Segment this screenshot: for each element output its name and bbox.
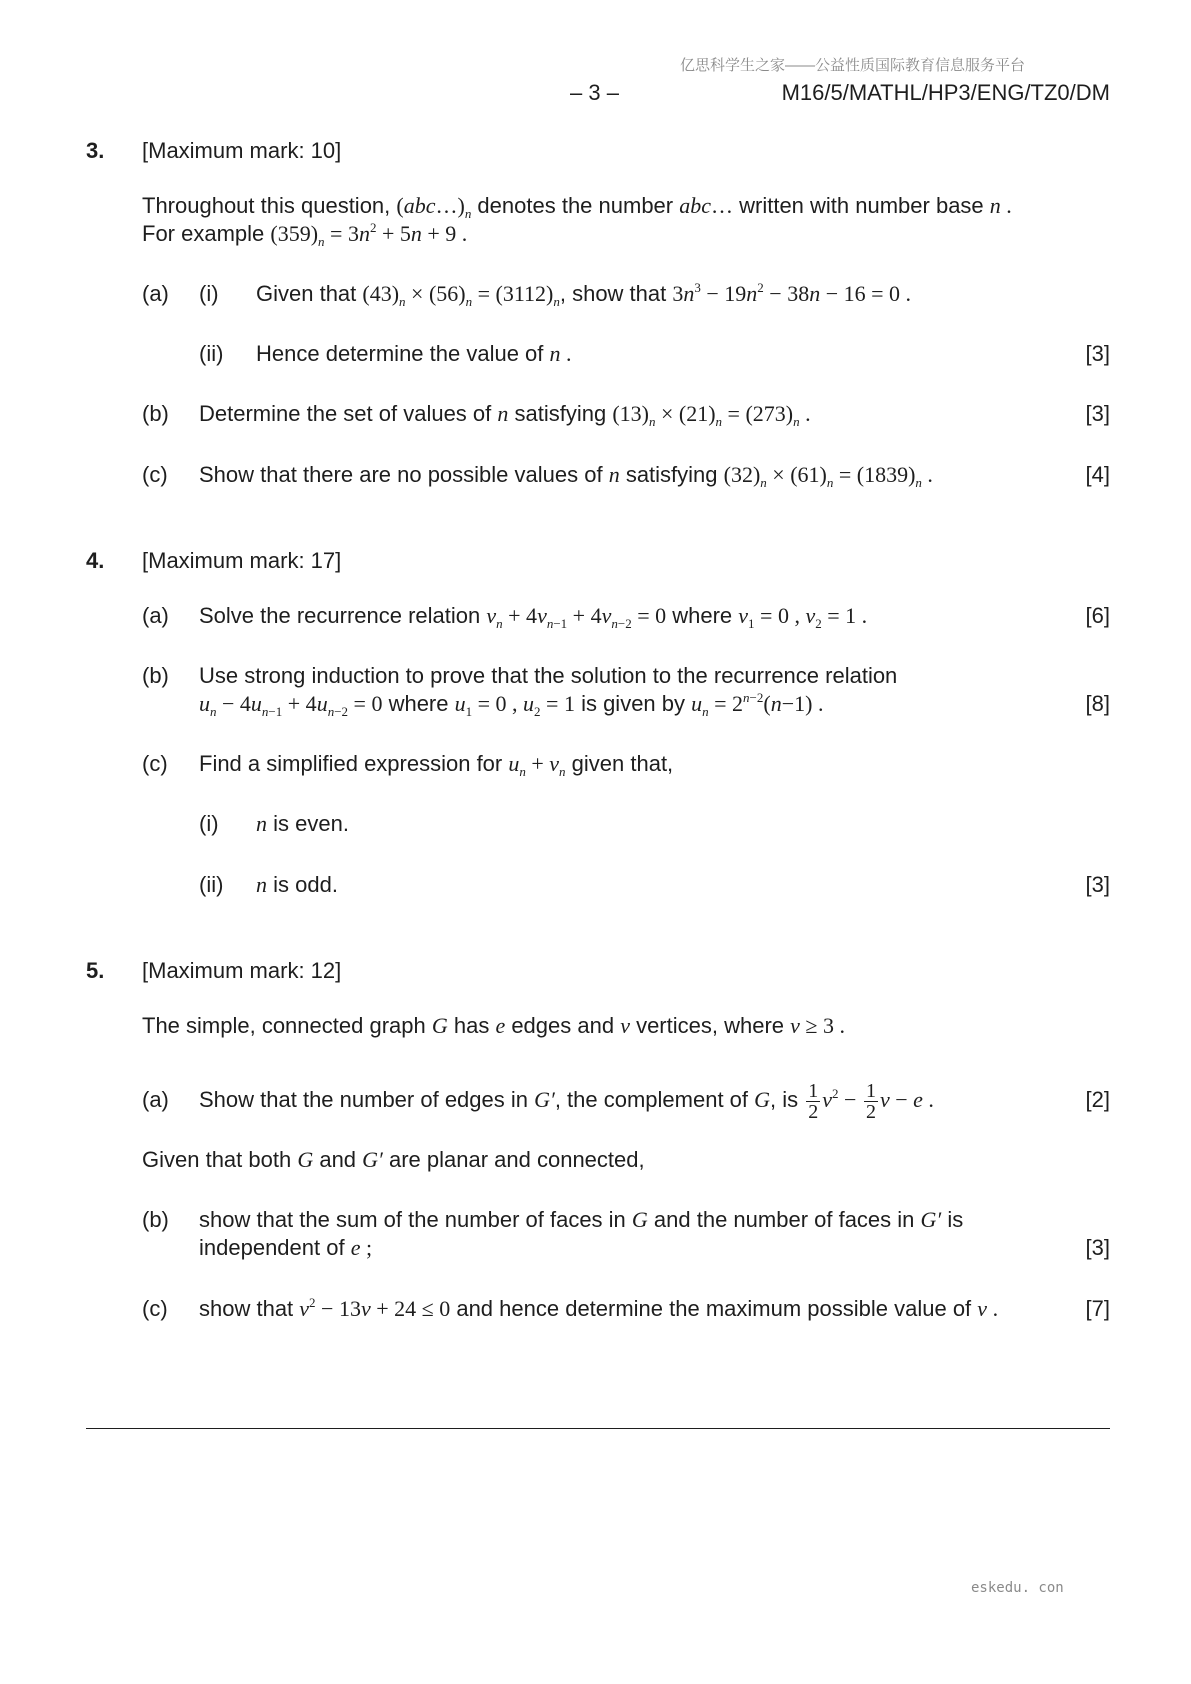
q5-max-mark: [Maximum mark: 12] [142,958,342,983]
q4-c-ii-label: (ii) [199,872,224,897]
q4-c-i-label: (i) [199,811,219,836]
q5-a-label: (a) [142,1087,169,1112]
q3-a-ii-text: Hence determine the value of n . [256,341,572,366]
q4-c-i-text: n is even. [256,811,349,836]
q3-a-i-text: Given that $(43)_n \times (56)_n = (3112)_n$, show that $3n^3 - 19n^2 - 38n - 16 = 0$ . [256,280,912,309]
q4-c-mark: [3] [1085,872,1110,897]
q4-b-label: (b) [142,663,169,688]
q3-number: 3. [86,138,105,163]
q4-a-label: (a) [142,603,169,628]
q5-b-text-line1: show that the sum of the number of faces in G and the number of faces in G′ is [199,1207,964,1232]
q3-c-mark: [4] [1085,462,1110,487]
q4-b-mark: [8] [1085,691,1110,716]
q4-c-label: (c) [142,751,168,776]
q3-b-mark: [3] [1085,401,1110,426]
q3-a-ii-label: (ii) [199,341,224,366]
q4-max-mark: [Maximum mark: 17] [142,548,342,573]
page-number: – 3 – [570,80,619,105]
q5-a-text: Show that the number of edges in G′, the complement of G, is $\frac{1}{2}$ $v^2$ − $\frac{1}{2}$ v − e . [199,1079,934,1123]
q5-b-text-line2: independent of e ; [199,1235,373,1260]
q5-c-mark: [7] [1085,1296,1110,1321]
q4-a-text: Solve the recurrence relation $v_n + 4v_{n-1} + 4v_{n-2} = 0$ where $v_1 = 0$ , $v_2 = 1$ . [199,603,868,631]
footer-divider [86,1428,1110,1429]
q5-given: Given that both G and G′ are planar and connected, [142,1147,645,1172]
q5-a-mark: [2] [1085,1087,1110,1112]
q3-b-label: (b) [142,401,169,426]
q3-c-text: Show that there are no possible values of n satisfying $(32)_n \times (61)_n = (1839)_n$ . [199,462,933,490]
q5-b-mark: [3] [1085,1235,1110,1260]
q3-intro-line2: For example $(359)_n = 3n^2 + 5n + 9$ . [142,220,468,249]
q4-b-text-line1: Use strong induction to prove that the solution to the recurrence relation [199,663,898,688]
q5-b-label: (b) [142,1207,169,1232]
q3-a-i-label: (i) [199,281,219,306]
q4-number: 4. [86,548,105,573]
q3-max-mark: [Maximum mark: 10] [142,138,342,163]
q5-number: 5. [86,958,105,983]
q4-b-text-line2: $u_n - 4u_{n-1} + 4u_{n-2} = 0$ where $u_1 = 0$ , $u_2 = 1$ is given by $u_n = 2^{n-2}(n-1)$ . [199,690,824,719]
q3-intro-line1: Throughout this question, $(abc\dots)_n$ denotes the number abc… written with number base n . [142,193,1012,221]
q5-intro: The simple, connected graph G has e edges and v vertices, where v ≥ 3 . [142,1013,845,1038]
header-watermark: 亿思科学生之家——公益性质国际教育信息服务平台 [680,57,1026,74]
q3-a-mark: [3] [1085,341,1110,366]
q3-c-label: (c) [142,462,168,487]
q3-b-text: Determine the set of values of n satisfying $(13)_n \times (21)_n = (273)_n$ . [199,401,811,429]
q5-c-text: show that $v^2 - 13v + 24 \le 0$ and hence determine the maximum possible value of v . [199,1295,999,1321]
q4-c-text: Find a simplified expression for $u_n + v_n$ given that, [199,751,674,779]
q4-a-mark: [6] [1085,603,1110,628]
q4-c-ii-text: n is odd. [256,872,338,897]
paper-code: M16/5/MATHL/HP3/ENG/TZ0/DM [781,80,1110,105]
footer-watermark: eskedu. con [971,1580,1064,1596]
q3-a-label: (a) [142,281,169,306]
q5-c-label: (c) [142,1296,168,1321]
